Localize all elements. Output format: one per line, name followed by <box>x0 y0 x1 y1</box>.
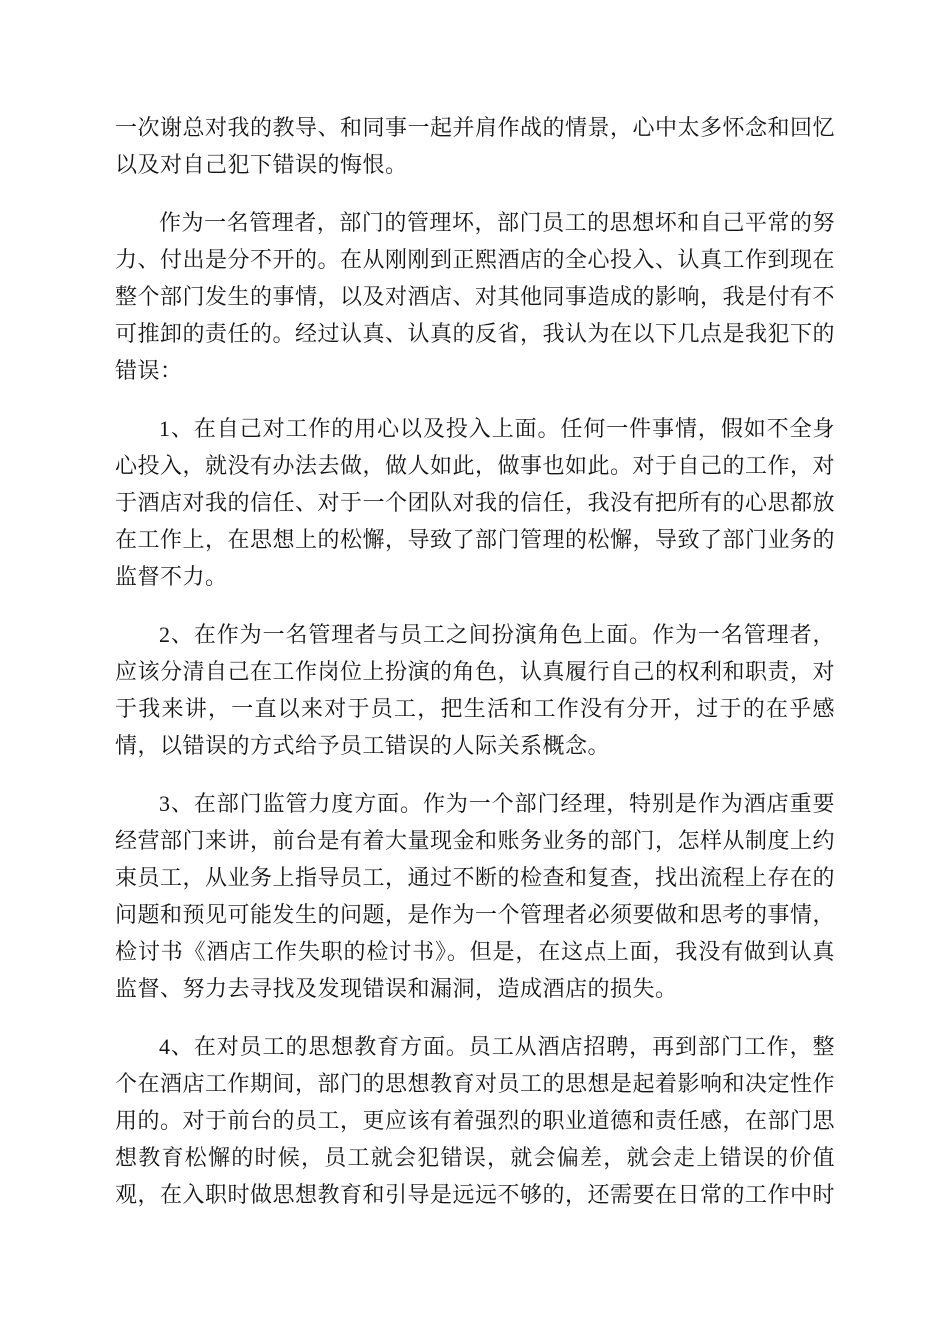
paragraph-intro: 作为一名管理者，部门的管理坏，部门员工的思想坏和自己平常的努力、付出是分不开的。在从刚刚到正熙酒店的全心投入、认真工作到现在整个部门发生的事情，以及对酒店、对其他同事造成的影响，我是付有不可推卸的责任的。经过认真、认真的反省，我认为在以下几点是我犯下的错误： <box>115 210 836 383</box>
paragraph-point-1: 1、在自己对工作的用心以及投入上面。任何一件事情，假如不全身心投入，就没有办法去做，做人如此，做事也如此。对于自己的工作，对于酒店对我的信任、对于一个团队对我的信任，我没有把所有的心思都放在工作上，在思想上的松懈，导致了部门管理的松懈，导致了部门业务的监督不力。 <box>115 416 836 589</box>
document-text-block <box>115 109 835 1213</box>
paragraph-point-4: 4、在对员工的思想教育方面。员工从酒店招聘，再到部门工作，整个在酒店工作期间，部门的思想教育对员工的思想是起着影响和决定性作用的。对于前台的员工，更应该有着强烈的职业道德和责任感，在部门思想教育松懈的时候，员工就会犯错误，就会偏差，就会走上错误的价值观，在入职时做思想教育和引导是远远不够的，还需要在日常的工作中时 <box>115 1034 836 1207</box>
paragraph-continuation: 一次谢总对我的教导、和同事一起并肩作战的情景，心中太多怀念和回忆以及对自己犯下错误的悔恨。 <box>115 115 836 177</box>
paragraph-point-3: 3、在部门监管力度方面。作为一个部门经理，特别是作为酒店重要经营部门来讲，前台是有着大量现金和账务业务的部门，怎样从制度上约束员工，从业务上指导员工，通过不断的检查和复查，找出流程上存在的问题和预见可能发生的问题，是作为一个管理者必须要做和思考的事情，检讨书《酒店工作失职的检讨书》。但是，在这点上面，我没有做到认真监督、努力去寻找及发现错误和漏洞，造成酒店的损失。 <box>115 791 836 1001</box>
paragraph-point-2: 2、在作为一名管理者与员工之间扮演角色上面。作为一名管理者，应该分清自己在工作岗位上扮演的角色，认真履行自己的权利和职责，对于我来讲，一直以来对于员工，把生活和工作没有分开，过于的在乎感情，以错误的方式给予员工错误的人际关系概念。 <box>115 622 836 758</box>
